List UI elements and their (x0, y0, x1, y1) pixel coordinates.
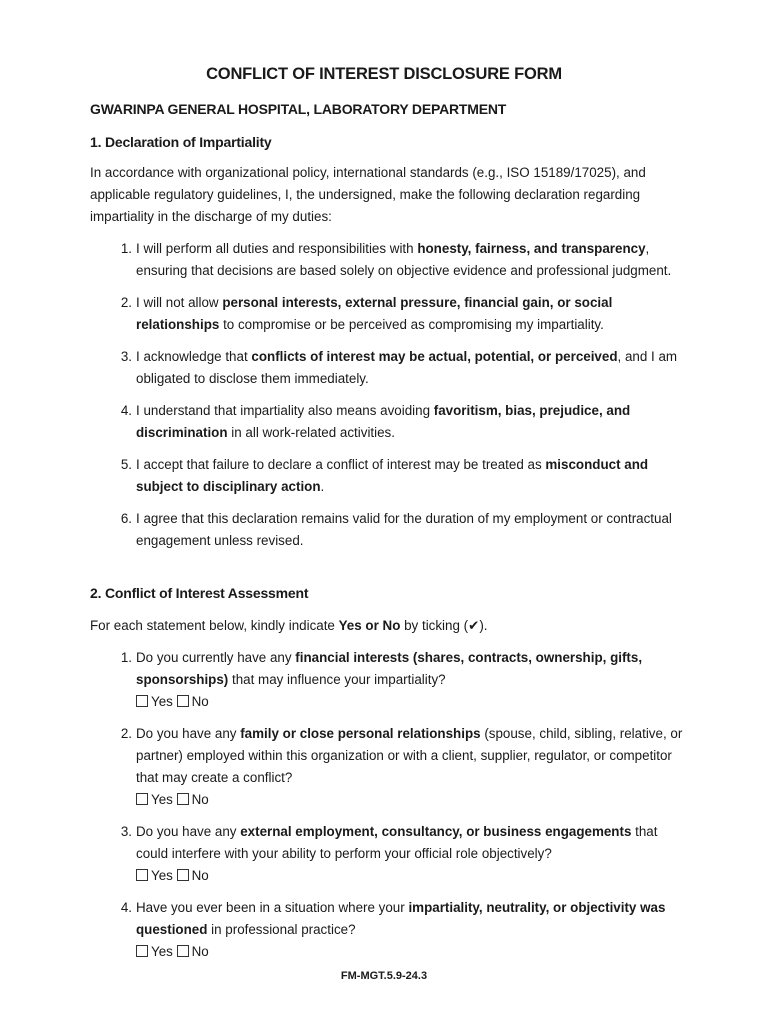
intro-emphasis: Yes or No (338, 618, 401, 633)
item-text-cont: to compromise or be perceived as compromising my impartiality. (219, 317, 604, 332)
item-number: 4. (120, 403, 132, 418)
yes-checkbox[interactable] (136, 695, 148, 707)
item-text: I acknowledge that (136, 349, 252, 364)
item-number: 6. (120, 511, 132, 526)
declaration-item (90, 292, 690, 336)
item-emphasis: favoritism, bias, prejudice, and discrimination (136, 403, 631, 440)
question-number: 4. (120, 900, 132, 915)
declaration-item (90, 346, 690, 390)
declaration-item (90, 238, 690, 282)
assessment-question (90, 647, 690, 713)
no-checkbox[interactable] (177, 793, 189, 805)
section2-heading: 2. Conflict of Interest Assessment (90, 585, 309, 601)
assessment-question (90, 723, 690, 811)
assessment-list (90, 647, 690, 973)
assessment-question (90, 821, 690, 887)
item-number: 3. (120, 349, 132, 364)
yes-no-row (136, 941, 690, 963)
declaration-list (90, 238, 690, 562)
item-text-cont: in all work-related activities. (227, 425, 395, 440)
item-number: 1. (120, 241, 132, 256)
question-text-cont: that could interfere with your ability to perform your official role objectively? (136, 824, 658, 861)
question-number: 1. (120, 650, 132, 665)
section1-intro: In accordance with organizational policy, international standards (e.g., ISO 15189/17025), and applicable regulatory guidelines, I, the undersigned, make the following declaration regarding impartiality in the discharge of my duties: (90, 165, 646, 224)
item-text: I agree that this declaration remains valid for the duration of my employment or contractual engagement unless revised. (136, 511, 672, 548)
yes-no-row (136, 789, 690, 811)
item-number: 2. (120, 295, 132, 310)
question-number: 3. (120, 824, 132, 839)
item-number: 5. (120, 457, 132, 472)
intro-text-cont: by ticking (✔). (400, 618, 488, 633)
question-emphasis: impartiality, neutrality, or objectivity was questioned (136, 900, 666, 937)
question-text: Do you have any (136, 726, 241, 741)
no-checkbox[interactable] (177, 695, 189, 707)
item-text: I will not allow (136, 295, 223, 310)
assessment-question (90, 897, 690, 963)
item-emphasis: honesty, fairness, and transparency (417, 241, 646, 256)
item-emphasis: personal interests, external pressure, financial gain, or social relationships (136, 295, 613, 332)
no-checkbox[interactable] (177, 945, 189, 957)
yes-label: Yes (151, 792, 173, 807)
no-label: No (191, 868, 209, 883)
no-label: No (191, 792, 209, 807)
question-text-cont: in professional practice? (207, 922, 356, 937)
item-text-cont: , ensuring that decisions are based solely on objective evidence and professional judgment. (136, 241, 672, 278)
question-text: Have you ever been in a situation where your (136, 900, 409, 915)
question-number: 2. (120, 726, 132, 741)
yes-label: Yes (151, 694, 173, 709)
section2-intro (90, 615, 690, 637)
yes-checkbox[interactable] (136, 945, 148, 957)
question-emphasis: financial interests (shares, contracts, ownership, gifts, sponsorships) (136, 650, 643, 687)
question-emphasis: family or close personal relationships (240, 726, 481, 741)
declaration-item (90, 454, 690, 498)
yes-label: Yes (151, 868, 173, 883)
question-emphasis: external employment, consultancy, or business engagements (240, 824, 632, 839)
item-text: I understand that impartiality also means avoiding (136, 403, 434, 418)
yes-checkbox[interactable] (136, 869, 148, 881)
item-text: I accept that failure to declare a conflict of interest may be treated as (136, 457, 546, 472)
question-text: Do you have any (136, 824, 241, 839)
section1-heading: 1. Declaration of Impartiality (90, 134, 272, 150)
declaration-item (90, 400, 690, 444)
form-code-footer: FM-MGT.5.9-24.3 (340, 970, 428, 982)
item-emphasis: misconduct and subject to disciplinary action (136, 457, 649, 494)
item-emphasis: conflicts of interest may be actual, potential, or perceived (251, 349, 618, 364)
yes-label: Yes (151, 944, 173, 959)
organization-name: GWARINPA GENERAL HOSPITAL, LABORATORY DEPARTMENT (90, 101, 507, 117)
question-text: Do you currently have any (136, 650, 296, 665)
yes-no-row (136, 691, 690, 713)
yes-checkbox[interactable] (136, 793, 148, 805)
question-text-cont: (spouse, child, sibling, relative, or partner) employed within this organization or with a client, supplier, regulator, or competitor that may create a conflict? (136, 726, 683, 785)
yes-no-row (136, 865, 690, 887)
no-checkbox[interactable] (177, 869, 189, 881)
form-title: CONFLICT OF INTEREST DISCLOSURE FORM (206, 65, 562, 83)
question-text-cont: that may influence your impartiality? (228, 672, 446, 687)
item-text-cont: . (320, 479, 325, 494)
item-text-cont: , and I am obligated to disclose them immediately. (136, 349, 678, 386)
declaration-item (90, 508, 690, 552)
intro-text: For each statement below, kindly indicate (90, 618, 339, 633)
item-text: I will perform all duties and responsibilities with (136, 241, 418, 256)
no-label: No (191, 694, 209, 709)
no-label: No (191, 944, 209, 959)
